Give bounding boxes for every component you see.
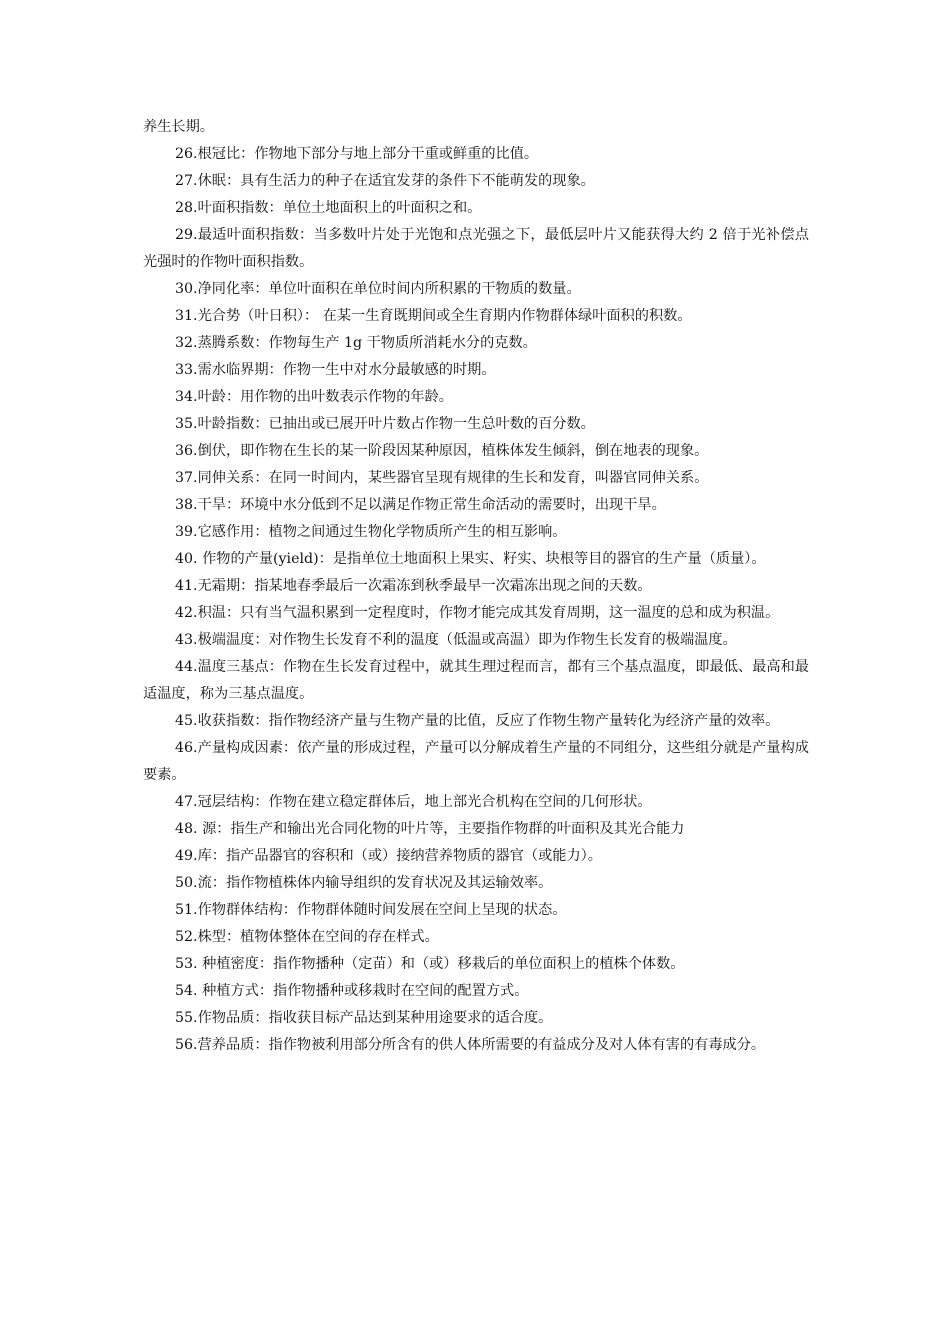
paragraph-51: 51.作物群体结构：作物群体随时间发展在空间上呈现的状态。 xyxy=(175,902,567,918)
paragraph-56: 56.营养品质：指作物被利用部分所含有的供人体所需要的有益成分及对人体有害的有毒成分。 xyxy=(175,1037,766,1053)
paragraph-44: 44.温度三基点：作物在生长发育过程中，就其生理过程而言，都有三个基点温度，即最低、最高和最适温度，称为三基点温度。 xyxy=(143,659,809,702)
paragraph-53: 53. 种植密度：指作物播种（定苗）和（或）移栽后的单位面积上的植株个体数。 xyxy=(175,956,685,972)
paragraph-43: 43.极端温度：对作物生长发育不利的温度（低温或高温）即为作物生长发育的极端温度。 xyxy=(175,632,737,648)
paragraph-32: 32.蒸腾系数：作物每生产 1g 干物质所消耗水分的克数。 xyxy=(175,335,537,351)
paragraph-52: 52.株型：植物体整体在空间的存在样式。 xyxy=(175,929,439,945)
paragraph-39: 39.它感作用：植物之间通过生物化学物质所产生的相互影响。 xyxy=(175,524,567,540)
paragraph-45: 45.收获指数：指作物经济产量与生物产量的比值，反应了作物生物产量转化为经济产量的效率。 xyxy=(175,713,780,729)
paragraph-27: 27.休眠：具有生活力的种子在适宜发芽的条件下不能萌发的现象。 xyxy=(175,173,595,189)
paragraph-30: 30.净同化率：单位叶面积在单位时间内所积累的干物质的数量。 xyxy=(175,281,581,297)
paragraph-40: 40. 作物的产量(yield)：是指单位土地面积上果实、籽实、块根等目的器官的生产量（质量）。 xyxy=(175,551,766,567)
paragraph-36: 36.倒伏，即作物在生长的某一阶段因某种原因，植株体发生倾斜，倒在地表的现象。 xyxy=(175,443,709,459)
paragraph-37: 37.同伸关系：在同一时间内，某些器官呈现有规律的生长和发育，叫器官同伸关系。 xyxy=(175,470,709,486)
paragraph-55: 55.作物品质：指收获目标产品达到某种用途要求的适合度。 xyxy=(175,1010,553,1026)
paragraph-48: 48. 源：指生产和输出光合同化物的叶片等，主要指作物群的叶面积及其光合能力 xyxy=(175,821,685,837)
paragraph-54: 54. 种植方式：指作物播种或移栽时在空间的配置方式。 xyxy=(175,983,529,999)
paragraph-33: 33.需水临界期：作物一生中对水分最敏感的时期。 xyxy=(175,362,496,378)
paragraph-31: 31.光合势（叶日积）： 在某一生育既期间或全生育期内作物群体绿叶面积的积数。 xyxy=(175,308,692,324)
paragraph-28: 28.叶面积指数：单位土地面积上的叶面积之和。 xyxy=(175,200,482,216)
document-page xyxy=(143,114,809,1059)
paragraph-26: 26.根冠比：作物地下部分与地上部分干重或鲜重的比值。 xyxy=(175,146,539,162)
paragraph-29: 29.最适叶面积指数：当多数叶片处于光饱和点光强之下，最低层叶片又能获得大约 2 倍于光补偿点光强时的作物叶面积指数。 xyxy=(143,227,809,270)
paragraph-50: 50.流：指作物植株体内输导组织的发育状况及其运输效率。 xyxy=(175,875,553,891)
paragraph-42: 42.积温：只有当气温积累到一定程度时，作物才能完成其发育周期，这一温度的总和成为积温。 xyxy=(175,605,780,621)
paragraph-46: 46.产量构成因素：依产量的形成过程，产量可以分解成着生产量的不同组分，这些组分就是产量构成要素。 xyxy=(143,740,809,783)
paragraph-47: 47.冠层结构：作物在建立稳定群体后，地上部光合机构在空间的几何形状。 xyxy=(175,794,652,810)
paragraph-35: 35.叶龄指数：已抽出或已展开叶片数占作物一生总叶数的百分数。 xyxy=(175,416,595,432)
paragraph-continuation: 养生长期。 xyxy=(143,119,214,135)
paragraph-49: 49.库：指产品器官的容积和（或）接纳营养物质的器官（或能力）。 xyxy=(175,848,602,864)
paragraph-38: 38.干旱：环境中水分低到不足以满足作物正常生命活动的需要时，出现干旱。 xyxy=(175,497,666,513)
paragraph-34: 34.叶龄：用作物的出叶数表示作物的年龄。 xyxy=(175,389,453,405)
paragraph-41: 41.无霜期：指某地春季最后一次霜冻到秋季最早一次霜冻出现之间的天数。 xyxy=(175,578,652,594)
